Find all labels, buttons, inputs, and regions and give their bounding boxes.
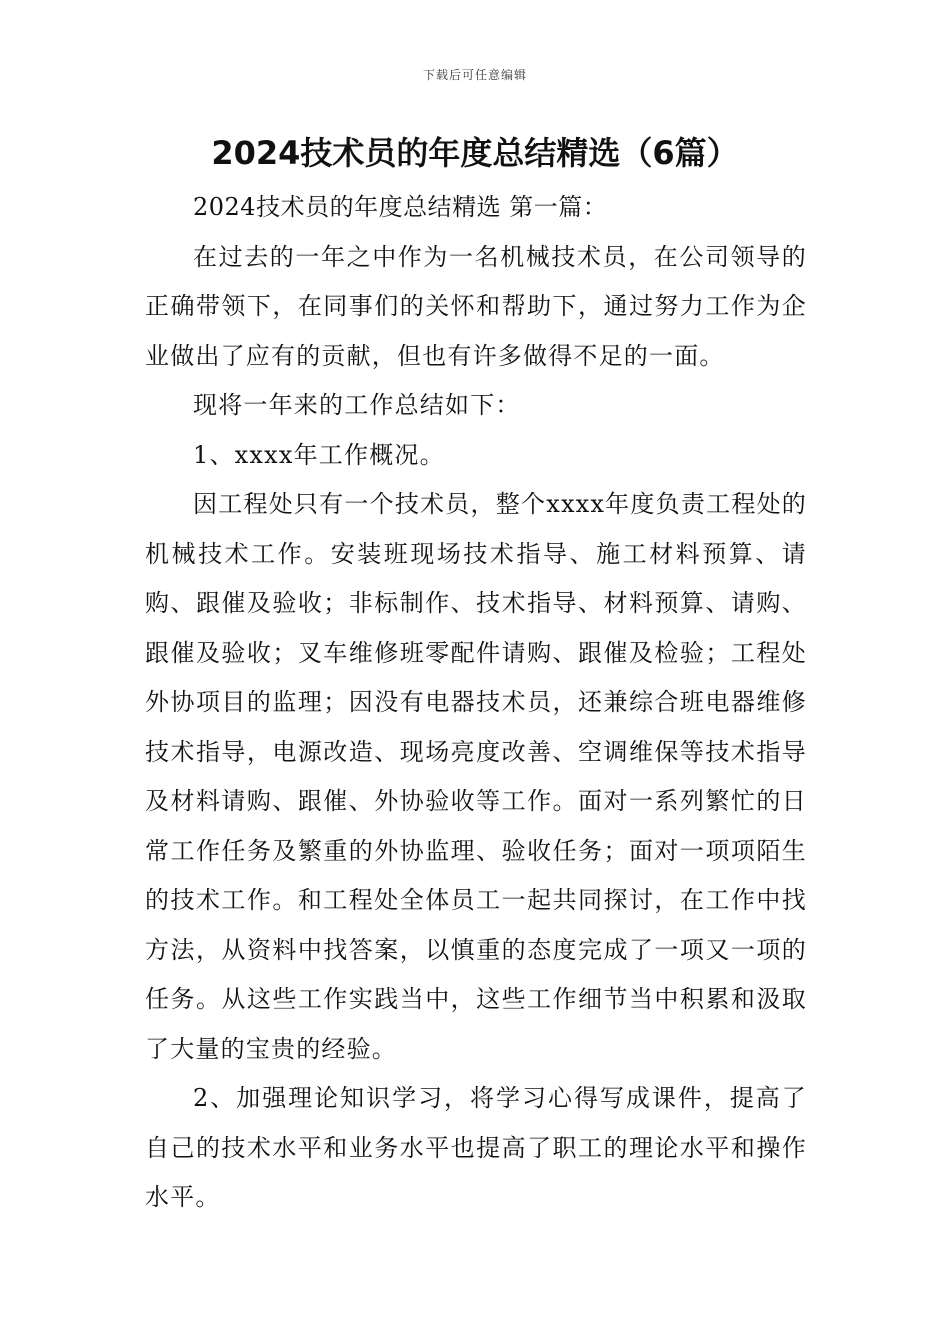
paragraph-item-2: 2、加强理论知识学习，将学习心得写成课件，提高了自己的技术水平和业务水平也提高了职工的理论水平和操作水平。 <box>145 1084 807 1211</box>
paragraph-intro: 在过去的一年之中作为一名机械技术员，在公司领导的正确带领下，在同事们的关怀和帮助下，通过努力工作为企业做出了应有的贡献，但也有许多做得不足的一面。 <box>145 242 807 370</box>
paragraph-item-1-body: 因工程处只有一个技术员，整个xxxx年度负责工程处的机械技术工作。安装班现场技术指导、施工材料预算、请购、跟催及验收；非标制作、技术指导、材料预算、请购、跟催及验收；叉车维修班零配件请购、跟催及检验；工程处外协项目的监理；因没有电器技术员，还兼综合班电器维修技术指导，电源改造、现场亮度改善、空调维保等技术指导及材料请购、跟催、外协验收等工作。面对一系列繁忙的日常工作任务及繁重的外协监理、验收任务；面对一项项陌生的技术工作。和工程处全体员工一起共同探讨，在工作中找方法，从资料中找答案，以慎重的态度完成了一项又一项的任务。从这些工作实践当中，这些工作细节当中积累和汲取了大量的宝贵的经验。 <box>145 490 807 1063</box>
document-body <box>145 183 807 1223</box>
document-title: 2024技术员的年度总结精选（6篇） <box>211 134 739 172</box>
header-note: 下载后可任意编辑 <box>422 68 527 82</box>
paragraph-summary-lead: 现将一年来的工作总结如下： <box>193 391 521 419</box>
paragraph-item-1-heading: 1、xxxx年工作概况。 <box>193 440 445 469</box>
section-heading: 2024技术员的年度总结精选 第一篇： <box>193 193 608 221</box>
